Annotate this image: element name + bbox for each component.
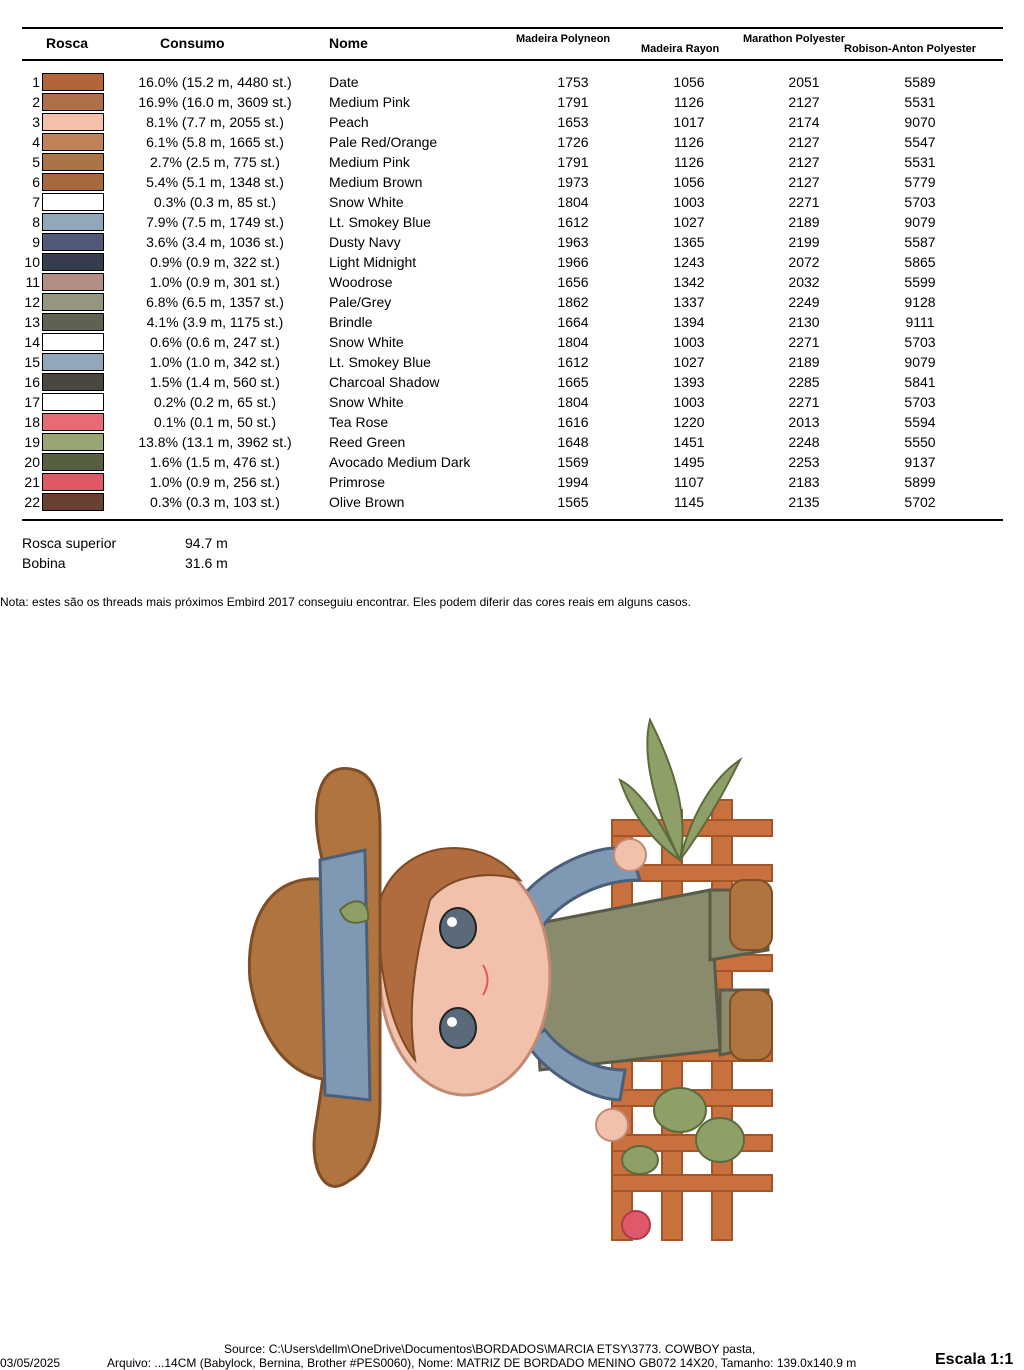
madeira-polyneon-code: 1804 [557, 334, 589, 350]
thread-consumo: 3.6% (3.4 m, 1036 st.) [146, 234, 284, 250]
madeira-rayon-code: 1220 [673, 414, 705, 430]
color-swatch [42, 93, 104, 111]
marathon-code: 2189 [788, 354, 820, 370]
marathon-code: 2130 [788, 314, 820, 330]
color-swatch [42, 213, 104, 231]
thread-name: Pale Red/Orange [329, 134, 438, 150]
thread-consumo: 0.9% (0.9 m, 322 st.) [150, 254, 280, 270]
thread-number: 9 [32, 234, 40, 250]
color-swatch [42, 373, 104, 391]
thread-consumo: 5.4% (5.1 m, 1348 st.) [146, 174, 284, 190]
thread-number: 3 [32, 114, 40, 130]
thread-row [0, 492, 1024, 512]
top-rule [22, 27, 1003, 29]
color-swatch [42, 293, 104, 311]
marathon-code: 2199 [788, 234, 820, 250]
thread-name: Snow White [329, 334, 404, 350]
robison-code: 5531 [904, 154, 936, 170]
robison-code: 5703 [904, 394, 936, 410]
madeira-polyneon-code: 1804 [557, 394, 589, 410]
thread-row [0, 112, 1024, 132]
robison-code: 5703 [904, 194, 936, 210]
thread-consumo: 1.0% (1.0 m, 342 st.) [150, 354, 280, 370]
robison-code: 9079 [904, 214, 936, 230]
thread-name: Medium Pink [329, 154, 410, 170]
robison-code: 5899 [904, 474, 936, 490]
color-swatch [42, 413, 104, 431]
embroidery-design-image [240, 700, 780, 1250]
marathon-code: 2271 [788, 334, 820, 350]
thread-row [0, 272, 1024, 292]
madeira-rayon-code: 1337 [673, 294, 705, 310]
color-swatch [42, 493, 104, 511]
color-swatch [42, 353, 104, 371]
header-rule [22, 59, 1003, 61]
madeira-polyneon-code: 1963 [557, 234, 589, 250]
madeira-polyneon-code: 1753 [557, 74, 589, 90]
madeira-polyneon-code: 1973 [557, 174, 589, 190]
madeira-rayon-code: 1003 [673, 394, 705, 410]
thread-row [0, 452, 1024, 472]
thread-name: Lt. Smokey Blue [329, 354, 431, 370]
thread-row [0, 92, 1024, 112]
thread-row [0, 232, 1024, 252]
marathon-code: 2248 [788, 434, 820, 450]
thread-row [0, 392, 1024, 412]
thread-row [0, 432, 1024, 452]
thread-number: 12 [24, 294, 40, 310]
header-madeira-polyneon: Madeira Polyneon [516, 33, 611, 45]
madeira-polyneon-code: 1665 [557, 374, 589, 390]
color-swatch [42, 173, 104, 191]
robison-code: 9070 [904, 114, 936, 130]
robison-code: 9137 [904, 454, 936, 470]
thread-row [0, 172, 1024, 192]
robison-code: 9079 [904, 354, 936, 370]
thread-name: Avocado Medium Dark [329, 454, 471, 470]
robison-code: 5547 [904, 134, 936, 150]
marathon-code: 2249 [788, 294, 820, 310]
madeira-rayon-code: 1342 [673, 274, 705, 290]
color-swatch [42, 253, 104, 271]
header-consumo: Consumo [160, 35, 225, 51]
color-swatch [42, 273, 104, 291]
header-robison: Robison-Anton Polyester [844, 43, 977, 55]
thread-consumo: 7.9% (7.5 m, 1749 st.) [146, 214, 284, 230]
madeira-polyneon-code: 1862 [557, 294, 589, 310]
color-swatch [42, 153, 104, 171]
thread-consumo: 6.1% (5.8 m, 1665 st.) [146, 134, 284, 150]
header-marathon: Marathon Polyester [743, 33, 846, 45]
thread-consumo: 1.5% (1.4 m, 560 st.) [150, 374, 280, 390]
madeira-rayon-code: 1126 [673, 154, 705, 170]
thread-number: 2 [32, 94, 40, 110]
thread-row [0, 132, 1024, 152]
marathon-code: 2127 [788, 134, 820, 150]
thread-name: Tea Rose [329, 414, 389, 430]
robison-code: 5779 [904, 174, 936, 190]
thread-consumo: 1.6% (1.5 m, 476 st.) [150, 454, 280, 470]
thread-consumo: 1.0% (0.9 m, 301 st.) [150, 274, 280, 290]
color-swatch [42, 133, 104, 151]
marathon-code: 2013 [788, 414, 820, 430]
footer-arquivo: Arquivo: ...14CM (Babylock, Bernina, Brother #PES0060), Nome: MATRIZ DE BORDADO MENINO GB072 14X20, Tamanho: 139.0x140.9 m [107, 1356, 857, 1370]
thread-consumo: 1.0% (0.9 m, 256 st.) [150, 474, 280, 490]
madeira-polyneon-code: 1616 [557, 414, 589, 430]
marathon-code: 2127 [788, 94, 820, 110]
thread-number: 14 [24, 334, 40, 350]
thread-row [0, 412, 1024, 432]
marathon-code: 2271 [788, 194, 820, 210]
madeira-polyneon-code: 1648 [557, 434, 589, 450]
bottom-rule [22, 519, 1003, 521]
thread-name: Medium Brown [329, 174, 423, 190]
color-swatch [42, 333, 104, 351]
header-nome: Nome [329, 35, 368, 51]
thread-consumo: 0.1% (0.1 m, 50 st.) [153, 414, 277, 430]
madeira-rayon-code: 1056 [673, 174, 705, 190]
robison-code: 5841 [904, 374, 936, 390]
color-swatch [42, 473, 104, 491]
madeira-polyneon-code: 1653 [557, 114, 589, 130]
madeira-rayon-code: 1027 [673, 354, 705, 370]
thread-name: Date [329, 74, 359, 90]
header-rosca: Rosca [46, 35, 89, 51]
thread-row [0, 472, 1024, 492]
bobina-label: Bobina [22, 555, 66, 571]
thread-number: 19 [24, 434, 40, 450]
marathon-code: 2051 [788, 74, 820, 90]
thread-row [0, 332, 1024, 352]
thread-name: Olive Brown [329, 494, 405, 510]
marathon-code: 2127 [788, 174, 820, 190]
thread-number: 7 [32, 194, 40, 210]
thread-number: 6 [32, 174, 40, 190]
madeira-rayon-code: 1365 [673, 234, 705, 250]
madeira-polyneon-code: 1791 [557, 154, 589, 170]
thread-number: 17 [24, 394, 40, 410]
thread-name: Peach [329, 114, 369, 130]
thread-consumo: 4.1% (3.9 m, 1175 st.) [146, 314, 284, 330]
marathon-code: 2183 [788, 474, 820, 490]
thread-consumo: 13.8% (13.1 m, 3962 st.) [138, 434, 292, 450]
thread-number: 1 [32, 74, 40, 90]
marathon-code: 2189 [788, 214, 820, 230]
madeira-rayon-code: 1027 [673, 214, 705, 230]
thread-consumo: 0.2% (0.2 m, 65 st.) [153, 394, 277, 410]
thread-name: Snow White [329, 194, 404, 210]
robison-code: 5703 [904, 334, 936, 350]
thread-consumo: 2.7% (2.5 m, 775 st.) [150, 154, 280, 170]
thread-name: Snow White [329, 394, 404, 410]
marathon-code: 2127 [788, 154, 820, 170]
robison-code: 5589 [904, 74, 936, 90]
thread-consumo: 0.3% (0.3 m, 85 st.) [153, 194, 277, 210]
color-swatch [42, 433, 104, 451]
marathon-code: 2285 [788, 374, 820, 390]
thread-row [0, 352, 1024, 372]
thread-number: 22 [24, 494, 40, 510]
madeira-rayon-code: 1126 [673, 94, 705, 110]
madeira-polyneon-code: 1664 [557, 314, 589, 330]
thread-consumo: 16.0% (15.2 m, 4480 st.) [138, 74, 292, 90]
footer-scale: Escala 1:1 [935, 1351, 1014, 1368]
robison-code: 9111 [905, 314, 935, 330]
marathon-code: 2072 [788, 254, 820, 270]
thread-name: Dusty Navy [329, 234, 401, 250]
thread-number: 8 [32, 214, 40, 230]
thread-name: Woodrose [329, 274, 393, 290]
thread-consumo: 0.3% (0.3 m, 103 st.) [150, 494, 280, 510]
marathon-code: 2135 [788, 494, 820, 510]
thread-row [0, 372, 1024, 392]
thread-number: 16 [24, 374, 40, 390]
thread-consumo: 0.6% (0.6 m, 247 st.) [150, 334, 280, 350]
thread-row [0, 72, 1024, 92]
madeira-polyneon-code: 1726 [557, 134, 589, 150]
robison-code: 5531 [904, 94, 936, 110]
marathon-code: 2271 [788, 394, 820, 410]
robison-code: 9128 [904, 294, 936, 310]
color-swatch [42, 73, 104, 91]
thread-number: 18 [24, 414, 40, 430]
thread-name: Charcoal Shadow [329, 374, 440, 390]
header-madeira-rayon: Madeira Rayon [641, 43, 720, 55]
madeira-polyneon-code: 1565 [557, 494, 589, 510]
robison-code: 5599 [904, 274, 936, 290]
thread-number: 11 [25, 274, 40, 290]
thread-name: Light Midnight [329, 254, 417, 270]
thread-name: Brindle [329, 314, 373, 330]
thread-consumo: 6.8% (6.5 m, 1357 st.) [146, 294, 284, 310]
marathon-code: 2253 [788, 454, 820, 470]
color-swatch [42, 453, 104, 471]
color-swatch [42, 313, 104, 331]
madeira-rayon-code: 1495 [673, 454, 705, 470]
thread-row [0, 312, 1024, 332]
robison-code: 5865 [904, 254, 936, 270]
robison-code: 5587 [904, 234, 936, 250]
marathon-code: 2174 [788, 114, 820, 130]
thread-name: Pale/Grey [329, 294, 392, 310]
robison-code: 5594 [904, 414, 936, 430]
madeira-rayon-code: 1003 [673, 334, 705, 350]
madeira-polyneon-code: 1612 [557, 354, 589, 370]
robison-code: 5702 [904, 494, 936, 510]
madeira-polyneon-code: 1656 [557, 274, 589, 290]
robison-code: 5550 [904, 434, 936, 450]
thread-number: 21 [24, 474, 40, 490]
madeira-rayon-code: 1451 [673, 434, 705, 450]
thread-row [0, 192, 1024, 212]
thread-name: Lt. Smokey Blue [329, 214, 431, 230]
thread-row [0, 212, 1024, 232]
thread-number: 13 [24, 314, 40, 330]
madeira-rayon-code: 1393 [673, 374, 705, 390]
madeira-polyneon-code: 1569 [557, 454, 589, 470]
thread-name: Medium Pink [329, 94, 410, 110]
madeira-polyneon-code: 1791 [557, 94, 589, 110]
madeira-rayon-code: 1003 [673, 194, 705, 210]
color-swatch [42, 393, 104, 411]
thread-number: 5 [32, 154, 40, 170]
footer-date: 03/05/2025 [0, 1356, 61, 1370]
rosca-superior-label: Rosca superior [22, 535, 117, 551]
madeira-polyneon-code: 1804 [557, 194, 589, 210]
thread-number: 10 [24, 254, 40, 270]
note-text: Nota: estes são os threads mais próximos Embird 2017 conseguiu encontrar. Eles podem diferir das cores reais em alguns casos. [0, 595, 692, 609]
madeira-rayon-code: 1243 [673, 254, 705, 270]
thread-row [0, 252, 1024, 272]
thread-consumo: 16.9% (16.0 m, 3609 st.) [138, 94, 292, 110]
thread-number: 15 [24, 354, 40, 370]
rosca-superior-value: 94.7 m [185, 535, 228, 551]
madeira-polyneon-code: 1612 [557, 214, 589, 230]
marathon-code: 2032 [788, 274, 820, 290]
footer-source: Source: C:\Users\dellm\OneDrive\Documentos\BORDADOS\MARCIA ETSY\3773. COWBOY pasta, [224, 1342, 756, 1356]
thread-name: Primrose [329, 474, 386, 490]
madeira-rayon-code: 1107 [673, 474, 705, 490]
thread-number: 20 [24, 454, 40, 470]
color-swatch [42, 113, 104, 131]
madeira-rayon-code: 1017 [673, 114, 705, 130]
madeira-rayon-code: 1145 [673, 494, 705, 510]
madeira-rayon-code: 1394 [673, 314, 705, 330]
color-swatch [42, 233, 104, 251]
thread-consumo: 8.1% (7.7 m, 2055 st.) [146, 114, 284, 130]
madeira-polyneon-code: 1994 [557, 474, 589, 490]
madeira-rayon-code: 1056 [673, 74, 705, 90]
thread-number: 4 [32, 134, 40, 150]
thread-row [0, 292, 1024, 312]
bobina-value: 31.6 m [185, 555, 228, 571]
thread-name: Reed Green [329, 434, 406, 450]
madeira-rayon-code: 1126 [673, 134, 705, 150]
color-swatch [42, 193, 104, 211]
madeira-polyneon-code: 1966 [557, 254, 589, 270]
thread-row [0, 152, 1024, 172]
